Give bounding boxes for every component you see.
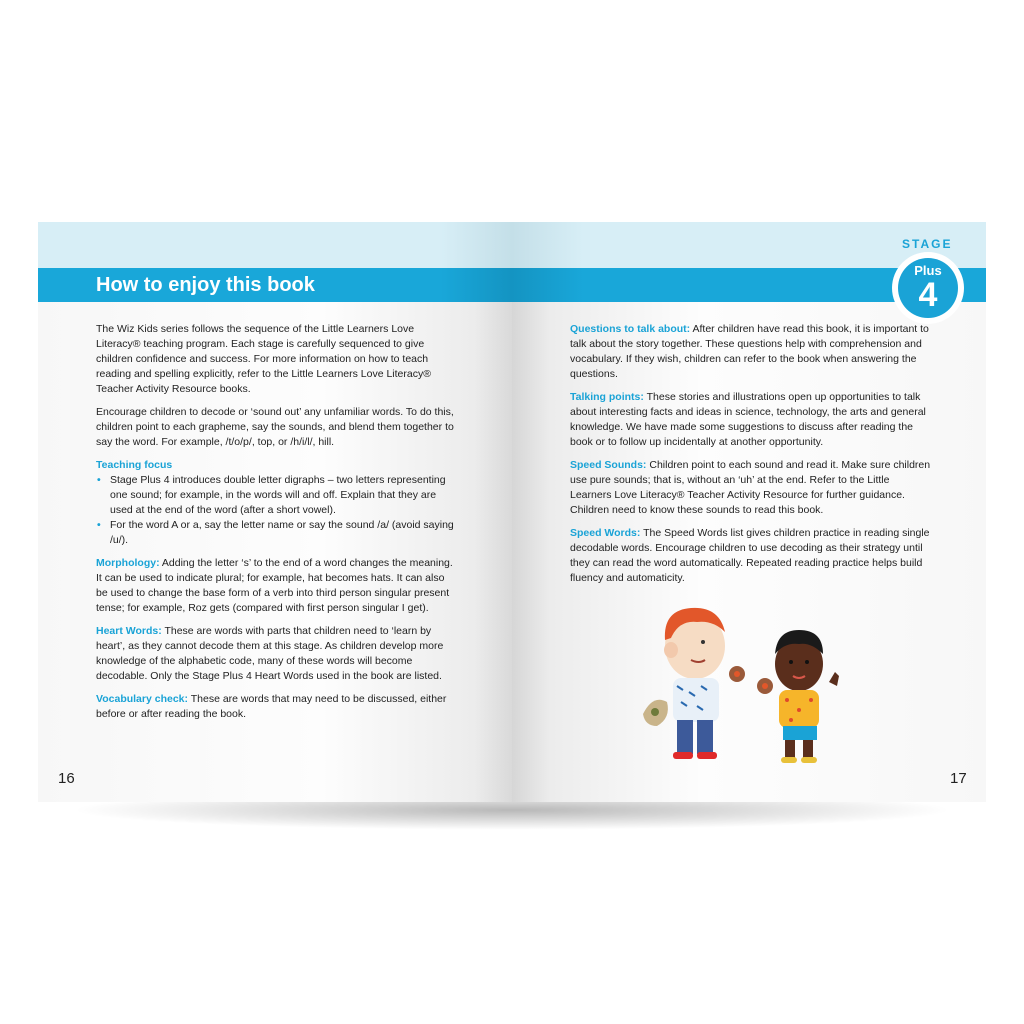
page-number-right: 17 [950,770,967,787]
speed-sounds-label: Speed Sounds: [570,459,647,471]
questions-label: Questions to talk about: [570,323,691,335]
talking-points-label: Talking points: [570,391,644,403]
stage-badge-inner [898,258,958,318]
speed-sounds-paragraph: Speed Sounds: Children point to each sound and read it. Make sure children use pure sounds; that is, without an ‘uh’ at the end. Refer to the Little Learners Love Literacy® Teacher Activity Resource for further guidance. Children need to know these sounds to read this book. [570,459,931,516]
page-title: How to enjoy this book [96,274,315,296]
morphology-paragraph: Morphology: Adding the letter ‘s’ to the end of a word changes the meaning. It can be used to indicate plural; for example, hat becomes hats. It can also be used to change the base form of a verb into third person singular present tense; for example, Roz gets (compared with first person singular I get). [96,557,453,614]
stage-label: STAGE [902,237,953,251]
speed-words-paragraph: Speed Words: The Speed Words list gives children practice in reading single decodable words. Encourage children to use decoding as their strategy until they can read the word automatically. Repeated reading practice helps build fluency and automaticity. [570,527,930,584]
teaching-focus-list [96,473,456,548]
boy-red-hair [643,608,745,759]
right-body [570,322,932,594]
stage-number: 4 [918,276,938,314]
children-illustration [633,602,883,772]
intro-paragraph-1: The Wiz Kids series follows the sequence of the Little Learners Love Literacy® teaching program. Each stage is carefully sequenced to give children confidence and success. For more information on how to teach reading and spelling explicitly, refer to the Little Learners Love Literacy® Teacher Activity Resource books. [96,323,431,395]
page-number-left: 16 [58,770,75,787]
heart-words-label: Heart Words: [96,625,162,637]
vocabulary-check-label: Vocabulary check: [96,693,189,705]
intro-paragraph-2: Encourage children to decode or ‘sound out’ any unfamiliar words. To do this, children point to each grapheme, say the sounds, and blend them together to say the word. For example, /t/o/p/, top, or /h/i/l/, hill. [96,406,454,448]
left-page [38,222,512,802]
teaching-focus-heading: Teaching focus [96,459,173,471]
book-spread [38,222,986,802]
heart-words-paragraph: Heart Words: These are words with parts that children need to ‘learn by heart’, as they cannot decode them at this stage. As children develop more knowledge of the alphabetic code, many of these words will become decodable. Only the Stage Plus 4 Heart Words used in the book are listed. [96,625,444,682]
boy-curly-hair [757,630,839,763]
talking-points-paragraph: Talking points: These stories and illustrations open up opportunities to talk about interesting facts and ideas in science, technology, the arts and general knowledge. We have made some suggestions to discuss after reading the book or to follow up incidentally at another opportunity. [570,391,926,448]
morphology-label: Morphology: [96,557,160,569]
vocabulary-check-paragraph: Vocabulary check: These are words that may need to be discussed, either before or after reading the book. [96,693,447,720]
list-item: • For the word A or a, say the letter name or say the sound /a/ (avoid saying /u/). [97,519,454,546]
bullet-icon: • [97,474,101,486]
list-item: • Stage Plus 4 introduces double letter digraphs – two letters representing one sound; for example, in the words will and off. Explain that they are used at the end of the word (after a short vowel). [97,474,446,516]
questions-paragraph: Questions to talk about: After children have read this book, it is important to talk about the story together. These questions help with comprehension and vocabulary. If they wish, children can refer to the book when answering the questions. [570,323,929,380]
speed-words-label: Speed Words: [570,527,641,539]
top-band [38,222,512,268]
stage-plus-label: Plus [914,263,942,278]
left-body [96,322,456,730]
bullet-icon: • [97,519,101,531]
